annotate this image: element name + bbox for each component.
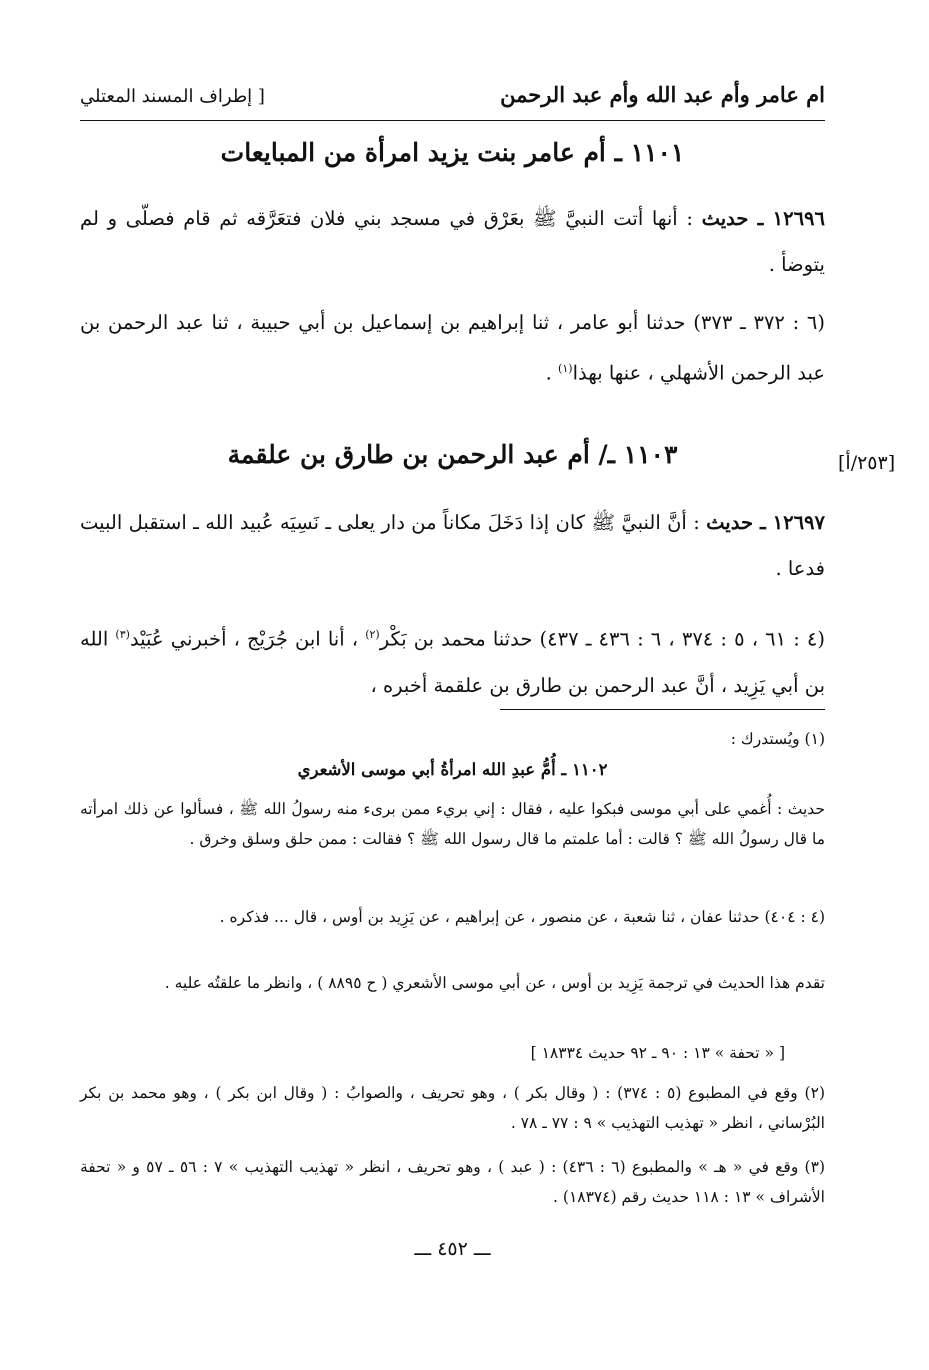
section-heading-1103: ١١٠٣ ـ/ أم عبد الرحمن بن طارق بن علقمة [227, 440, 678, 469]
isnad-12696 [80, 300, 825, 397]
running-header [80, 82, 825, 107]
footnote-1-label: (١) ويُستدرك : [730, 730, 825, 748]
isnad-part-b: ، أنا ابن جُرَيْج ، أخبرني عُبَيْد [129, 627, 359, 651]
hadith-text: : أنَّ النبيَّ ﷺ كان إذا دَخَلَ مكاناً من دار يعلى ـ نَسِيَه عُبيد الله ـ استقبل البيت فدعا . [80, 511, 825, 580]
isnad-12697 [80, 612, 825, 709]
header-book-title: [ إطراف المسند المعتلي [80, 86, 265, 107]
section-heading-1101: ١١٠١ ـ أم عامر بنت يزيد امرأة من المبايعات [220, 138, 685, 167]
header-rule [80, 120, 825, 121]
footnote-1-tuhfa: [ « تحفة » ١٣ : ٩٠ ـ ٩٢ حديث ١٨٣٣٤ ] [530, 1044, 785, 1062]
hadith-12696 [80, 196, 825, 288]
footnote-1-note: تقدم هذا الحديث في ترجمة يَزِيد بن أوس ، عن أبي موسى الأشعري ( ح ٨٨٩٥ ) ، وانظر ما علقتُه عليه . [164, 974, 825, 992]
hadith-number: ١٢٦٩٦ ـ حديث [701, 207, 826, 230]
footnote-3: (٣) وقع في « هـ » والمطبوع (٦ : ٤٣٦) : ( عبد ) ، وهو تحريف ، انظر « تهذيب التهذيب » ٧ : ٥٦ ـ ٥٧ و « تحفة الأشراف » ١٣ : ١١٨ حديث رقم (١٨٣٧٤) . [80, 1158, 826, 1206]
footnote-separator [500, 709, 825, 710]
footnote-1-heading: ١١٠٢ ـ أُمُّ عبدِ الله امرأةُ أبي موسى الأشعري [297, 760, 608, 779]
page-number: ـــ ٤٥٢ ـــ [414, 1238, 491, 1260]
hadith-12697 [80, 500, 825, 592]
header-title: ام عامر وأم عبد الله وأم عبد الرحمن [500, 82, 825, 107]
hadith-text: : أنها أتت النبيَّ ﷺ بعَرْق في مسجد بني فلان فتعَرَّقه ثم قام فصلّى و لم يتوضأ . [80, 207, 825, 276]
isnad-end: . [545, 361, 559, 385]
isnad-part-c: الله بن أبي يَزِيد ، أنَّ عبد الرحمن بن طارق بن علقمة أخبره ، [80, 627, 825, 697]
manuscript-folio-marker: [٢٥٣/أ] [838, 452, 896, 474]
isnad-part-a: (٤ : ٦١ ، ٥ : ٣٧٤ ، ٦ : ٤٣٦ ـ ٤٣٧) حدثنا محمد بن بَكْر [379, 627, 826, 651]
isnad-text: (٦ : ٣٧٢ ـ ٣٧٣) حدثنا أبو عامر ، ثنا إبراهيم بن إسماعيل بن أبي حبيبة ، ثنا عبد الرحمن بن عبد الرحمن الأشهلي ، عنها بهذا [80, 311, 825, 385]
footnote-1-hadith: حديث : أُغمي على أبي موسى فبكوا عليه ، فقال : إني بريء ممن برىء منه رسولُ الله ﷺ ، فسألوا عن ذلك امرأته ما قال رسولُ الله ﷺ ؟ قالت : أما علمتم ما قال رسول الله ﷺ ؟ فقالت : ممن حلق وسلق وخرق . [80, 800, 825, 848]
footnote-ref-3: (٣) [115, 628, 130, 641]
footnote-2: (٢) وقع في المطبوع (٥ : ٣٧٤) : ( وقال بكر ) ، وهو تحريف ، والصوابُ : ( وقال ابن بكر ) ، وهو محمد بن بكر البُرْساني ، انظر « تهذيب التهذيب » ٩ : ٧٧ ـ ٧٨ . [80, 1084, 825, 1132]
footnote-ref-1: (١) [558, 362, 573, 375]
footnote-ref-2: (٢) [365, 628, 380, 641]
hadith-number: ١٢٦٩٧ ـ حديث [706, 511, 826, 534]
footnote-1-isnad: (٤ : ٤٠٤) حدثنا عفان ، ثنا شعبة ، عن منصور ، عن إبراهيم ، عن يَزِيد بن أوس ، قال ... فذكره . [219, 908, 825, 926]
